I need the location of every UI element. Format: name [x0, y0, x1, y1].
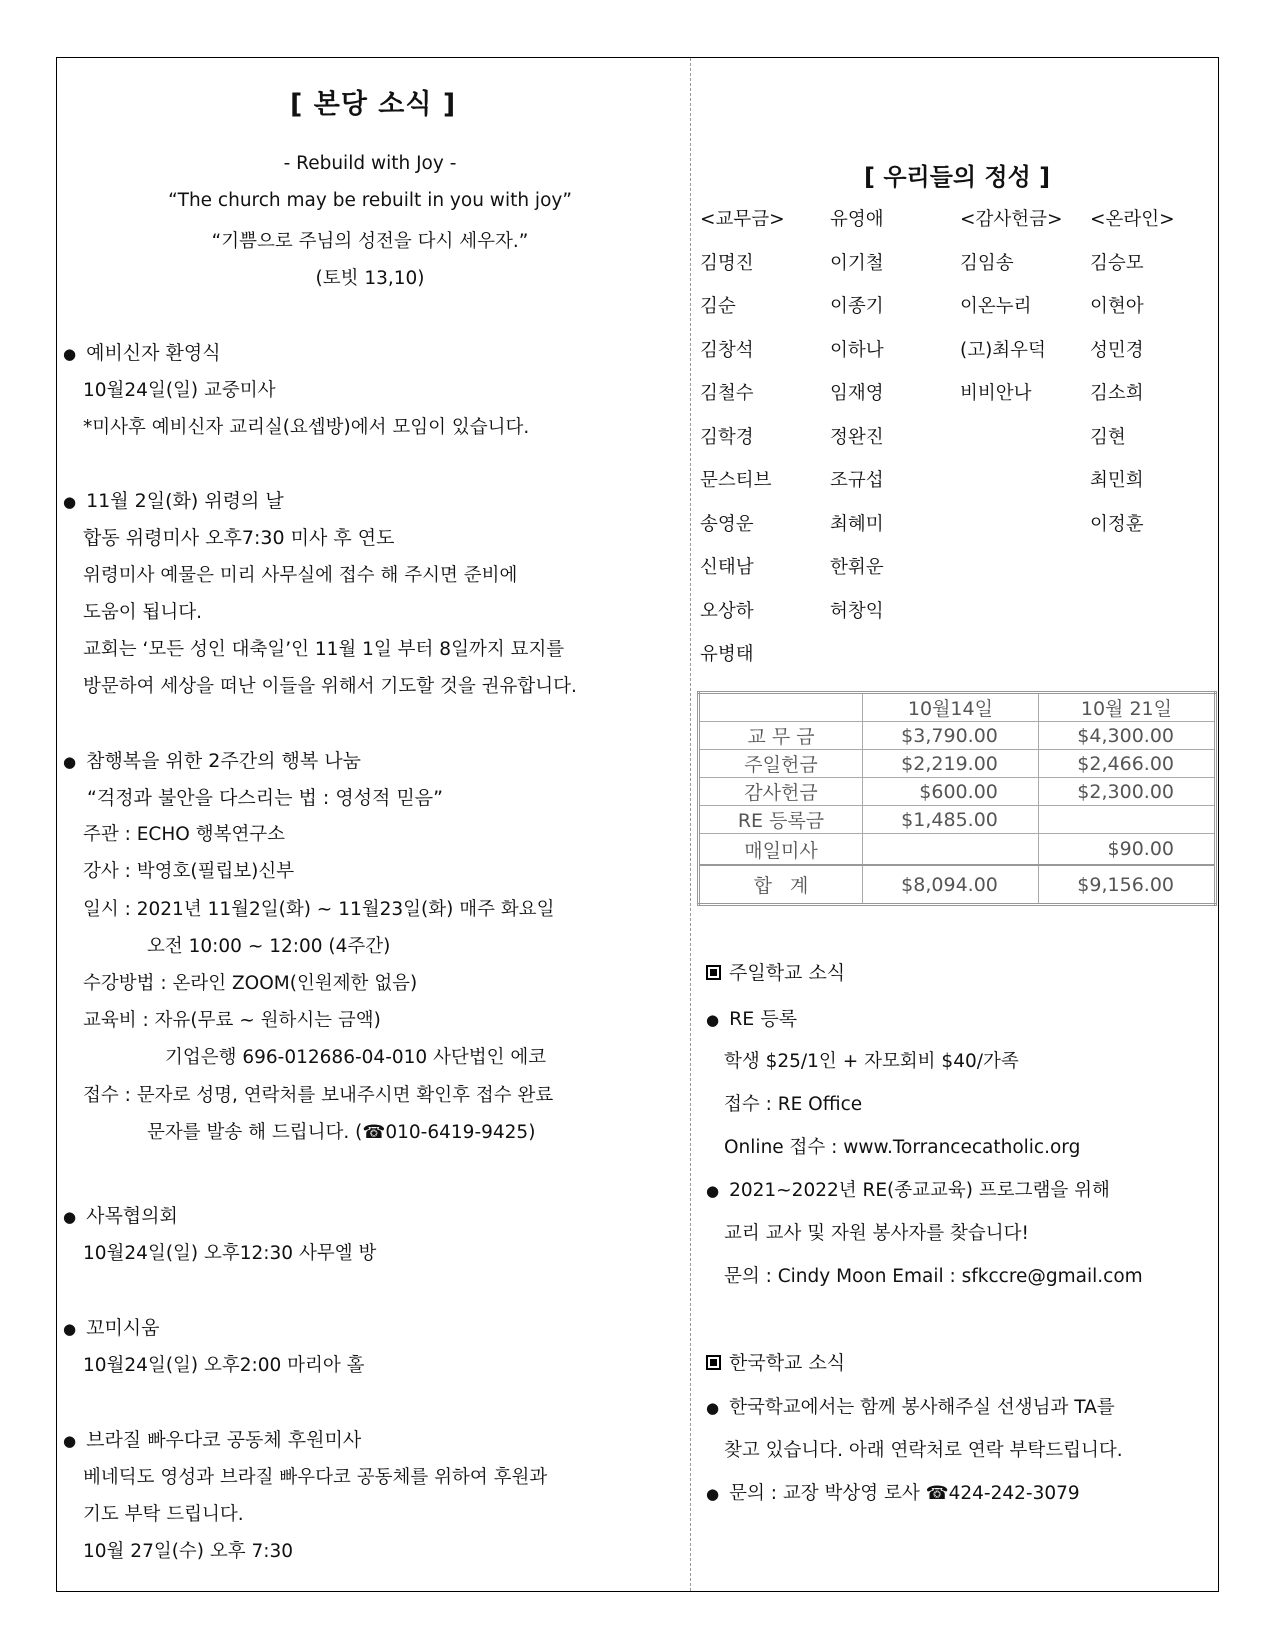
re-contact: 문의 : Cindy Moon Email : sfkccre@gmail.com: [724, 1266, 1143, 1287]
row-amount: [863, 834, 1039, 866]
donor-name: 김학경: [700, 426, 754, 448]
brazil-line-2: 기도 부탁 드립니다.: [83, 1504, 244, 1525]
korean-school-line-2: 찾고 있습니다. 아래 연락처로 연락 부탁드립니다.: [724, 1440, 1123, 1461]
motto-line-2: “The church may be rebuilt in you with joy”: [168, 190, 572, 211]
offering-table: [697, 691, 1217, 906]
pastoral-heading: ● 사목협의회: [63, 1205, 178, 1227]
table-row: [699, 806, 1216, 834]
table-header-cell: 10월 21일: [1038, 693, 1215, 722]
donor-name: 김승모: [1090, 252, 1144, 274]
row-label: 감사헌금: [699, 778, 863, 806]
square-bullet-icon: [706, 1355, 721, 1370]
happiness-subtitle: “걱정과 불안을 다스리는 법 : 영성적 믿음”: [87, 787, 443, 809]
donor-column-header: <감사헌금>: [960, 209, 1063, 230]
total-amount: $9,156.00: [1038, 865, 1215, 905]
offerings-title: [ 우리들의 정성 ]: [864, 163, 1051, 191]
happiness-host: 주관 : ECHO 행복연구소: [83, 824, 286, 845]
donor-name: 최민희: [1090, 470, 1144, 491]
happiness-bank: 기업은행 696-012686-04-010 사단법인 에코: [165, 1047, 547, 1068]
row-amount: $1,485.00: [863, 806, 1039, 834]
catechumen-line-2: *미사후 예비신자 교리실(요셉방)에서 모임이 있습니다.: [83, 417, 530, 438]
re-program-line-2: 교리 교사 및 자원 봉사자를 찾습니다!: [724, 1223, 1029, 1244]
donor-name: 임재영: [830, 383, 884, 404]
kids-heading: ● 꼬미시움: [63, 1317, 160, 1339]
table-row: [699, 722, 1216, 750]
table-header-row: [699, 693, 1216, 722]
donor-column-header: <교무금>: [700, 209, 785, 230]
donor-name: 김순: [700, 296, 736, 317]
row-label: 주일헌금: [699, 750, 863, 778]
re-line-2: 접수 : RE Office: [724, 1094, 863, 1115]
row-amount: $4,300.00: [1038, 722, 1215, 750]
row-amount: $2,219.00: [863, 750, 1039, 778]
donor-name: 정완진: [830, 426, 884, 448]
korean-school-heading: 한국학교 소식: [706, 1348, 845, 1375]
table-header-cell: [699, 693, 863, 722]
row-amount: $2,466.00: [1038, 750, 1215, 778]
donor-name: 조규섭: [830, 470, 884, 491]
table-header-cell: 10월14일: [863, 693, 1039, 722]
row-label: 매일미사: [699, 834, 863, 866]
donor-name: 이하나: [830, 339, 884, 361]
all-souls-heading: ● 11월 2일(화) 위령의 날: [63, 490, 284, 512]
donor-name: 이종기: [830, 296, 884, 317]
donor-name: 김임송: [960, 252, 1014, 274]
total-label: 합 계: [699, 865, 863, 905]
donor-name: 김창석: [700, 339, 754, 361]
row-amount: [1038, 806, 1215, 834]
row-amount: $3,790.00: [863, 722, 1039, 750]
pastoral-line-1: 10월24일(일) 오후12:30 사무엘 방: [83, 1243, 377, 1264]
happiness-speaker: 강사 : 박영호(필립보)신부: [83, 861, 295, 882]
happiness-heading: ● 참행복을 위한 2주간의 행복 나눔: [63, 750, 361, 772]
donor-name: 신태남: [700, 557, 754, 578]
donor-name: 성민경: [1090, 339, 1144, 361]
happiness-register-2: 문자를 발송 해 드립니다. (☎010-6419-9425): [147, 1122, 536, 1143]
re-line-1: 학생 $25/1인 + 자모회비 $40/가족: [724, 1051, 1019, 1072]
table-row: [699, 750, 1216, 778]
kids-line-1: 10월24일(일) 오후2:00 마리아 홀: [83, 1355, 365, 1376]
korean-school-line-1: ● 한국학교에서는 함께 봉사해주실 선생님과 TA를: [706, 1397, 1115, 1418]
happiness-date-1: 일시 : 2021년 11월2일(화) ~ 11월23일(화) 매주 화요일: [83, 899, 555, 920]
table-row: [699, 834, 1216, 866]
all-souls-line-5: 방문하여 세상을 떠난 이들을 위해서 기도할 것을 권유합니다.: [83, 676, 577, 697]
brazil-heading: ● 브라질 빠우다코 공동체 후원미사: [63, 1429, 362, 1451]
donor-column-header: <온라인>: [1090, 209, 1175, 230]
donor-name: 이기철: [830, 252, 884, 274]
happiness-fee: 교육비 : 자유(무료 ~ 원하시는 금액): [83, 1010, 381, 1031]
all-souls-line-2: 위령미사 예물은 미리 사무실에 접수 해 주시면 준비에: [83, 565, 518, 586]
column-divider: [690, 58, 691, 1591]
table-total-row: [699, 865, 1216, 905]
motto-line-1: - Rebuild with Joy -: [283, 153, 457, 174]
all-souls-line-1: 합동 위령미사 오후7:30 미사 후 연도: [83, 527, 395, 549]
happiness-register-1: 접수 : 문자로 성명, 연락처를 보내주시면 확인후 접수 완료: [83, 1085, 554, 1106]
donor-name: 김철수: [700, 383, 754, 404]
square-bullet-icon: [706, 965, 721, 980]
row-amount: $90.00: [1038, 834, 1215, 866]
donor-name: 유병태: [700, 644, 754, 665]
re-line-3: Online 접수 : www.Torrancecatholic.org: [724, 1137, 1081, 1158]
donor-name: 이온누리: [960, 296, 1032, 317]
happiness-date-2: 오전 10:00 ~ 12:00 (4주간): [147, 936, 391, 957]
catechumen-line-1: 10월24일(일) 교중미사: [83, 380, 276, 401]
row-amount: $2,300.00: [1038, 778, 1215, 806]
donor-name: 송영운: [700, 513, 754, 535]
table-row: [699, 778, 1216, 806]
all-souls-line-4: 교회는 ‘모든 성인 대축일’인 11월 1일 부터 8일까지 묘지를: [83, 639, 565, 660]
re-heading: ● RE 등록: [706, 1008, 798, 1030]
donor-name: 유영애: [830, 209, 884, 230]
donor-name: 한휘운: [830, 557, 884, 578]
donor-name: 비비안나: [960, 383, 1032, 404]
donor-name: 김현: [1090, 426, 1126, 448]
donor-name: 오상하: [700, 600, 754, 622]
donor-name: 허창익: [830, 600, 884, 622]
all-souls-line-3: 도움이 됩니다.: [83, 602, 202, 623]
motto-line-4: (토빗 13,10): [315, 268, 425, 289]
donor-name: 문스티브: [700, 470, 772, 491]
donor-name: 최혜미: [830, 513, 884, 535]
total-amount: $8,094.00: [863, 865, 1039, 905]
parish-news-title: [ 본당 소식 ]: [290, 89, 457, 120]
korean-school-contact: ● 문의 : 교장 박상영 로사 ☎424-242-3079: [706, 1483, 1080, 1504]
donor-name: (고)최우덕: [960, 339, 1046, 361]
donor-name: 김명진: [700, 252, 754, 274]
re-program-line-1: ● 2021~2022년 RE(종교교육) 프로그램을 위해: [706, 1180, 1110, 1201]
brazil-line-1: 베네딕도 영성과 브라질 빠우다코 공동체를 위하여 후원과: [83, 1467, 548, 1488]
row-label: RE 등록금: [699, 806, 863, 834]
happiness-method: 수강방법 : 온라인 ZOOM(인원제한 없음): [83, 973, 418, 994]
sunday-school-heading: 주일학교 소식: [706, 958, 845, 985]
donor-name: 이정훈: [1090, 513, 1144, 535]
donor-name: 김소희: [1090, 383, 1144, 404]
row-label: 교 무 금: [699, 722, 863, 750]
brazil-line-3: 10월 27일(수) 오후 7:30: [83, 1541, 294, 1562]
motto-line-3: “기쁨으로 주님의 성전을 다시 세우자.”: [211, 231, 529, 252]
catechumen-heading: ● 예비신자 환영식: [63, 342, 221, 364]
row-amount: $600.00: [863, 778, 1039, 806]
donor-name: 이현아: [1090, 296, 1144, 317]
